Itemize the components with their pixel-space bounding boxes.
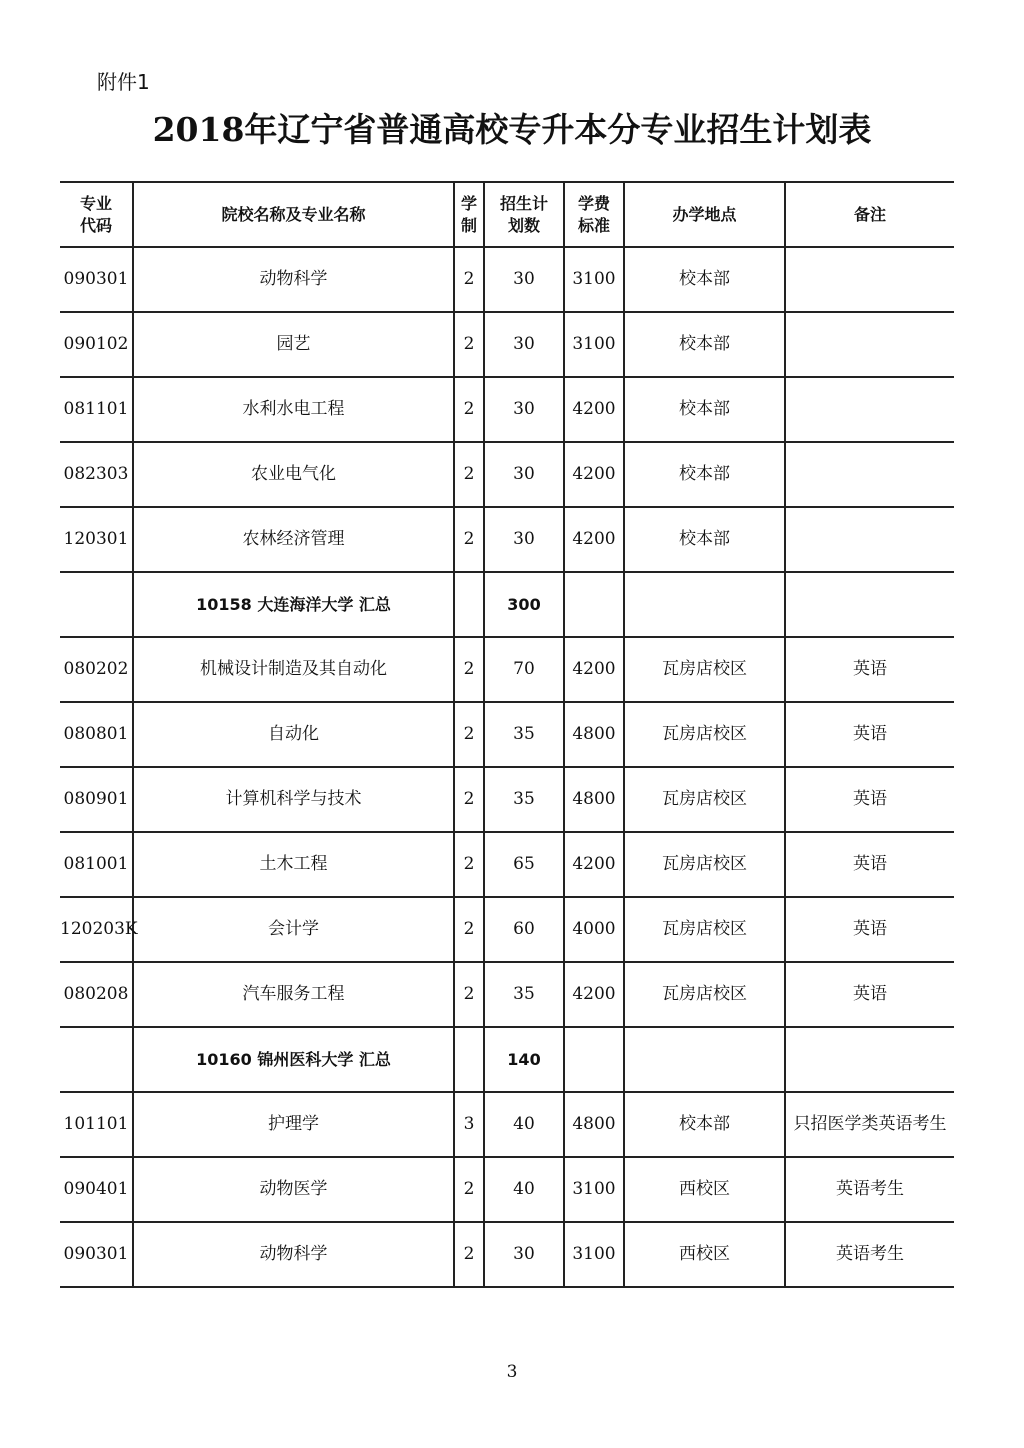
cell-name: 护理学: [133, 1092, 454, 1157]
cell-name: 10160 锦州医科大学 汇总: [133, 1027, 454, 1092]
cell-years: 2: [454, 702, 484, 767]
cell-location: 校本部: [624, 377, 785, 442]
cell-code: 080202: [60, 637, 133, 702]
cell-location: 瓦房店校区: [624, 637, 785, 702]
table-header-row: [60, 182, 954, 247]
cell-plan: 140: [484, 1027, 564, 1092]
table-row: [60, 637, 954, 702]
cell-location: 校本部: [624, 442, 785, 507]
document-title: 2018年辽宁省普通高校专升本分专业招生计划表: [152, 110, 872, 149]
cell-plan: 300: [484, 572, 564, 637]
cell-name: 动物科学: [133, 1222, 454, 1287]
cell-location: 西校区: [624, 1222, 785, 1287]
cell-note: 英语: [785, 897, 954, 962]
cell-code: [60, 1027, 133, 1092]
cell-note: 只招医学类英语考生: [785, 1092, 954, 1157]
table-row: [60, 897, 954, 962]
header-location: 办学地点: [624, 182, 785, 247]
table-row: [60, 767, 954, 832]
cell-plan: 30: [484, 442, 564, 507]
cell-code: 080801: [60, 702, 133, 767]
cell-years: [454, 572, 484, 637]
cell-years: 2: [454, 507, 484, 572]
cell-fee: [564, 572, 624, 637]
cell-fee: 4800: [564, 1092, 624, 1157]
header-plan: 招生计划数: [484, 182, 564, 247]
cell-fee: 3100: [564, 1157, 624, 1222]
cell-fee: 4200: [564, 442, 624, 507]
header-code: 专业代码: [60, 182, 133, 247]
table-row: [60, 247, 954, 312]
table-row: [60, 1157, 954, 1222]
cell-name: 计算机科学与技术: [133, 767, 454, 832]
cell-name: 10158 大连海洋大学 汇总: [133, 572, 454, 637]
cell-plan: 30: [484, 312, 564, 377]
summary-row: [60, 572, 954, 637]
cell-location: [624, 572, 785, 637]
cell-fee: 4200: [564, 377, 624, 442]
cell-note: 英语: [785, 767, 954, 832]
cell-code: 090102: [60, 312, 133, 377]
cell-fee: 3100: [564, 247, 624, 312]
cell-fee: 4200: [564, 637, 624, 702]
table-row: [60, 507, 954, 572]
cell-note: 英语考生: [785, 1157, 954, 1222]
cell-plan: 35: [484, 962, 564, 1027]
cell-note: [785, 507, 954, 572]
cell-note: [785, 247, 954, 312]
table-row: [60, 1222, 954, 1287]
cell-years: 2: [454, 1222, 484, 1287]
header-years: 学制: [454, 182, 484, 247]
cell-name: 机械设计制造及其自动化: [133, 637, 454, 702]
cell-fee: 4200: [564, 962, 624, 1027]
cell-years: 2: [454, 377, 484, 442]
cell-years: 2: [454, 962, 484, 1027]
cell-fee: 4200: [564, 832, 624, 897]
cell-plan: 35: [484, 702, 564, 767]
cell-name: 农业电气化: [133, 442, 454, 507]
cell-fee: 3100: [564, 312, 624, 377]
cell-code: [60, 572, 133, 637]
table-row: [60, 312, 954, 377]
cell-years: 2: [454, 767, 484, 832]
table-row: [60, 962, 954, 1027]
cell-plan: 30: [484, 1222, 564, 1287]
cell-note: [785, 1027, 954, 1092]
cell-years: 2: [454, 312, 484, 377]
cell-note: 英语: [785, 832, 954, 897]
cell-code: 090301: [60, 247, 133, 312]
cell-location: 校本部: [624, 312, 785, 377]
cell-name: 会计学: [133, 897, 454, 962]
cell-location: 瓦房店校区: [624, 832, 785, 897]
cell-location: 瓦房店校区: [624, 767, 785, 832]
table-row: [60, 832, 954, 897]
cell-note: 英语: [785, 637, 954, 702]
cell-note: [785, 572, 954, 637]
cell-location: 瓦房店校区: [624, 702, 785, 767]
cell-name: 园艺: [133, 312, 454, 377]
cell-note: [785, 442, 954, 507]
cell-name: 自动化: [133, 702, 454, 767]
cell-plan: 30: [484, 507, 564, 572]
summary-row: [60, 1027, 954, 1092]
cell-location: 校本部: [624, 1092, 785, 1157]
cell-years: 3: [454, 1092, 484, 1157]
table-row: [60, 442, 954, 507]
cell-name: 水利水电工程: [133, 377, 454, 442]
cell-plan: 35: [484, 767, 564, 832]
cell-code: 080208: [60, 962, 133, 1027]
cell-fee: 4200: [564, 507, 624, 572]
cell-plan: 30: [484, 247, 564, 312]
cell-years: 2: [454, 897, 484, 962]
cell-note: 英语考生: [785, 1222, 954, 1287]
cell-code: 090401: [60, 1157, 133, 1222]
cell-location: 瓦房店校区: [624, 897, 785, 962]
cell-plan: 40: [484, 1157, 564, 1222]
cell-code: 081101: [60, 377, 133, 442]
cell-fee: 4800: [564, 767, 624, 832]
cell-location: [624, 1027, 785, 1092]
cell-years: 2: [454, 832, 484, 897]
cell-code: 120203K: [60, 897, 133, 962]
cell-name: 汽车服务工程: [133, 962, 454, 1027]
table-row: [60, 377, 954, 442]
cell-location: 西校区: [624, 1157, 785, 1222]
cell-code: 090301: [60, 1222, 133, 1287]
cell-years: 2: [454, 247, 484, 312]
cell-name: 动物医学: [133, 1157, 454, 1222]
cell-plan: 60: [484, 897, 564, 962]
cell-plan: 40: [484, 1092, 564, 1157]
cell-name: 农林经济管理: [133, 507, 454, 572]
table-row: [60, 702, 954, 767]
cell-code: 081001: [60, 832, 133, 897]
cell-note: 英语: [785, 962, 954, 1027]
cell-plan: 30: [484, 377, 564, 442]
cell-years: 2: [454, 637, 484, 702]
cell-code: 101101: [60, 1092, 133, 1157]
cell-plan: 65: [484, 832, 564, 897]
header-fee: 学费标准: [564, 182, 624, 247]
table-row: [60, 1092, 954, 1157]
cell-location: 瓦房店校区: [624, 962, 785, 1027]
cell-note: [785, 312, 954, 377]
cell-fee: 3100: [564, 1222, 624, 1287]
cell-years: [454, 1027, 484, 1092]
cell-location: 校本部: [624, 507, 785, 572]
attachment-label: 附件1: [97, 70, 150, 94]
cell-fee: 4000: [564, 897, 624, 962]
cell-note: [785, 377, 954, 442]
header-note: 备注: [785, 182, 954, 247]
cell-code: 120301: [60, 507, 133, 572]
page-number: 3: [506, 1362, 518, 1382]
cell-code: 080901: [60, 767, 133, 832]
enrollment-plan-table: [60, 181, 954, 1288]
cell-fee: [564, 1027, 624, 1092]
cell-years: 2: [454, 442, 484, 507]
header-name: 院校名称及专业名称: [133, 182, 454, 247]
cell-name: 土木工程: [133, 832, 454, 897]
cell-years: 2: [454, 1157, 484, 1222]
cell-note: 英语: [785, 702, 954, 767]
cell-name: 动物科学: [133, 247, 454, 312]
cell-plan: 70: [484, 637, 564, 702]
cell-location: 校本部: [624, 247, 785, 312]
cell-code: 082303: [60, 442, 133, 507]
cell-fee: 4800: [564, 702, 624, 767]
table-body: [60, 247, 954, 1287]
